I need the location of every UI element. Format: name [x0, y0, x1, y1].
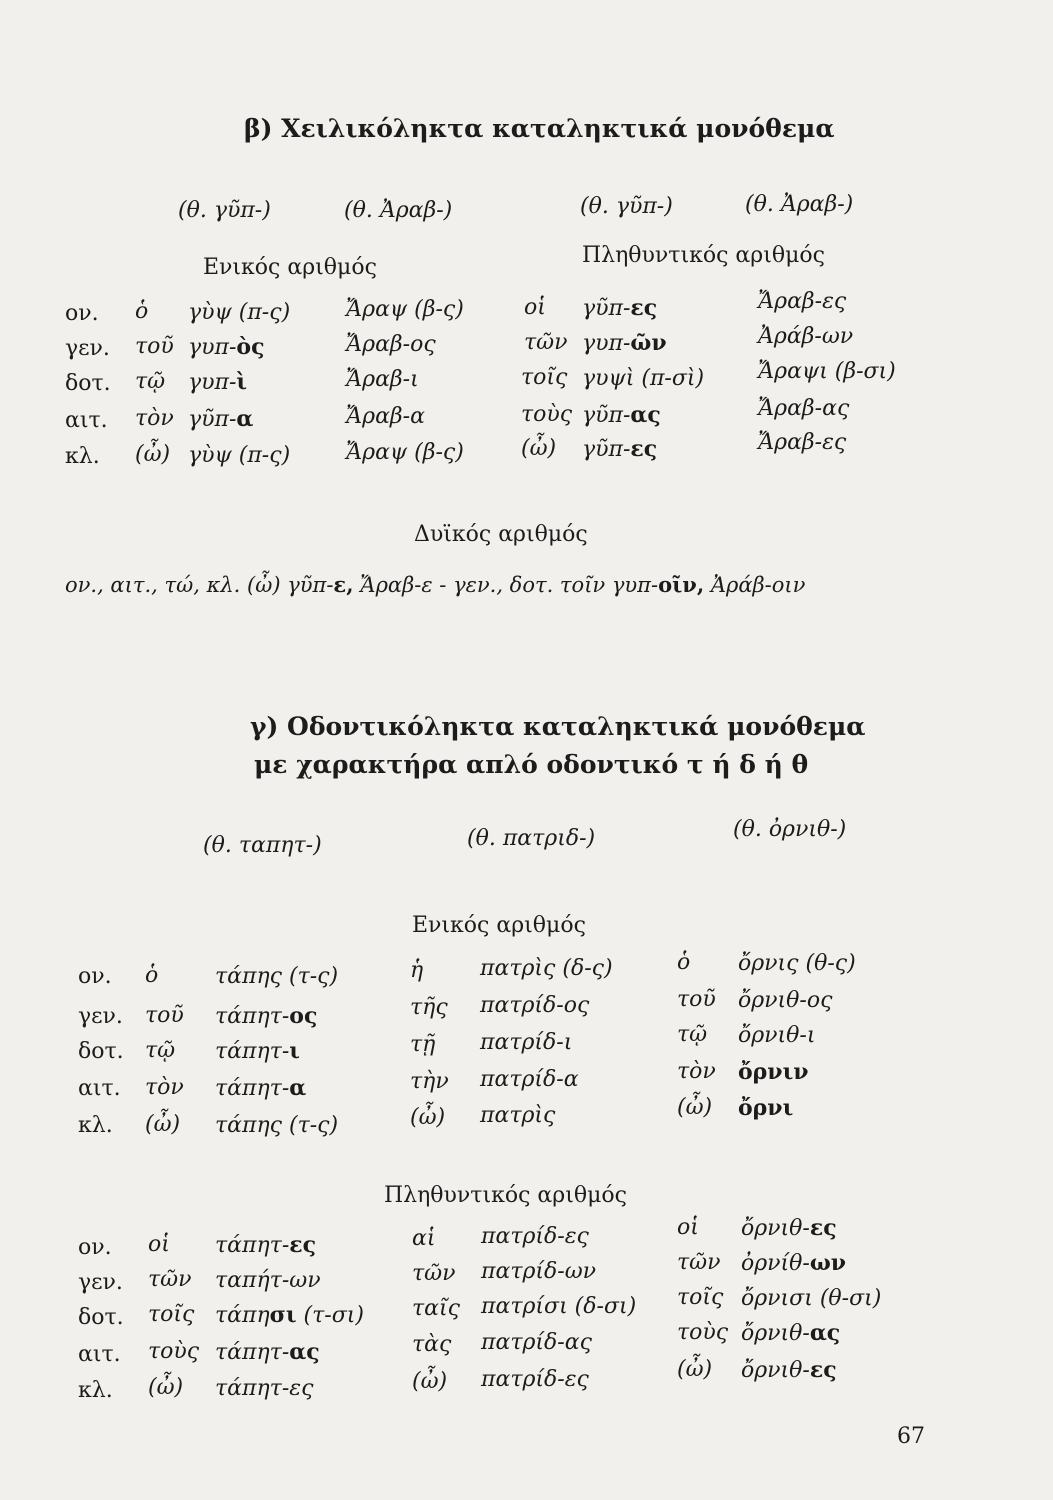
word-gyp: γυπ-ὸς — [188, 334, 265, 360]
case-label: ον. — [78, 964, 112, 989]
word-patrid: πατρὶς — [480, 1103, 556, 1128]
article-1: τὸν — [145, 1075, 184, 1100]
word-tapit: τάπητ-α — [215, 1075, 307, 1101]
word-tapit: τάπης (τ-ς) — [215, 1113, 339, 1138]
word-ornith: ὄρνιθ-ι — [738, 1023, 816, 1048]
article-2: αἱ — [412, 1226, 436, 1251]
article-3: (ὦ) — [677, 1095, 713, 1120]
plural-label-c: Πληθυντικός αριθμός — [384, 1183, 627, 1208]
word-gyp: γὺψ (π-ς) — [188, 300, 291, 325]
case-label: κλ. — [78, 1378, 113, 1403]
page-number: 67 — [897, 1424, 925, 1449]
article: (ὦ) — [135, 442, 171, 467]
plural-word-gyp: γυπ-ῶν — [582, 330, 667, 356]
word-ornith: ὄρνιν — [738, 1059, 809, 1085]
article-2: τὴν — [410, 1069, 449, 1094]
case-label: ον. — [78, 1235, 112, 1260]
word-arab: Ἄραβ-α — [346, 404, 425, 429]
article-1: τῶν — [148, 1267, 192, 1292]
word-patrid: πατρίδ-ων — [481, 1259, 597, 1284]
plural-article: τοῖς — [521, 365, 568, 390]
word-gyp: γὺψ (π-ς) — [188, 443, 291, 468]
word-tapit: τάπης (τ-ς) — [215, 964, 339, 989]
word-arab: Ἄραβ-ος — [346, 332, 436, 357]
word-ornith: ὄρνιθ-ες — [741, 1215, 837, 1241]
plural-article: τοὺς — [521, 402, 573, 427]
word-tapit: τάπητ-ι — [215, 1038, 300, 1064]
article-2: τῶν — [412, 1261, 456, 1286]
article-3: ὁ — [677, 950, 691, 975]
case-label: δοτ. — [78, 1039, 124, 1064]
plural-article: (ὦ) — [521, 436, 557, 461]
case-label: ον. — [65, 301, 99, 326]
word-arab: Ἄραψ (β-ς) — [346, 440, 464, 465]
article-3: τῷ — [677, 1022, 708, 1047]
word-ornith: ὄρνις (θ-ς) — [738, 951, 856, 976]
word-ornith: ὄρνι — [738, 1095, 794, 1121]
plural-word-gyp: γῦπ-ες — [582, 295, 658, 321]
case-label: γεν. — [65, 336, 110, 361]
article-1: (ὦ) — [148, 1375, 184, 1400]
plural-article: τῶν — [524, 330, 568, 355]
theme-ornith: (θ. ὀρνιθ-) — [733, 817, 847, 842]
word-ornith: ὄρνιθ-ος — [738, 988, 833, 1013]
word-patrid: πατρίδ-ες — [481, 1224, 589, 1249]
article-1: τοὺς — [148, 1339, 200, 1364]
article-1: οἱ — [148, 1232, 170, 1257]
dual-line: ον., αιτ., τώ, κλ. (ὦ) γῦπ-ε, Ἄραβ-ε - γεν., δοτ. τοῖν γυπ-οῖν, Ἀράβ-οιν — [65, 572, 806, 597]
word-arab: Ἄραψ (β-ς) — [346, 297, 464, 322]
article-1: τοῦ — [145, 1003, 184, 1028]
word-tapit: τάπητ-ες — [215, 1232, 317, 1258]
word-ornith: ὄρνιθ-ες — [741, 1357, 837, 1383]
word-arab: Ἄραβ-ι — [346, 367, 419, 392]
case-label: γεν. — [78, 1270, 123, 1295]
article: τῷ — [135, 369, 166, 394]
case-label: κλ. — [78, 1113, 113, 1138]
article-3: τὸν — [677, 1059, 716, 1084]
plural-label-b: Πληθυντικός αριθμός — [582, 243, 825, 268]
article-2: τῆς — [410, 995, 448, 1020]
word-ornith: ὄρνισι (θ-σι) — [741, 1286, 882, 1311]
section-c-heading-line1: γ) Οδοντικόληκτα καταληκτικά μονόθεμα — [250, 712, 866, 741]
theme-patrid: (θ. πατριδ-) — [467, 826, 596, 851]
article-2: ταῖς — [412, 1296, 460, 1321]
case-label: κλ. — [65, 444, 100, 469]
case-label: αιτ. — [78, 1076, 121, 1101]
word-tapit: τάπητ-ος — [215, 1003, 318, 1029]
word-tapit: τάπησι (τ-σι) — [215, 1302, 364, 1328]
article-2: τὰς — [412, 1332, 452, 1357]
theme-arab-singular: (θ. Ἀραβ-) — [344, 198, 453, 223]
article-3: οἱ — [677, 1215, 699, 1240]
section-b-heading: β) Χειλικόληκτα καταληκτικά μονόθεμα — [244, 114, 835, 143]
article-2: ἡ — [410, 958, 424, 983]
article-3: τοῖς — [677, 1285, 724, 1310]
article: τὸν — [135, 406, 174, 431]
theme-arab-plural: (θ. Ἀραβ-) — [745, 192, 854, 217]
word-ornith: ὄρνιθ-ας — [741, 1320, 841, 1346]
word-gyp: γῦπ-α — [188, 406, 254, 432]
article-3: τῶν — [677, 1250, 721, 1275]
theme-gyp-plural: (θ. γῦπ-) — [580, 194, 673, 219]
dual-label: Δυϊκός αριθμός — [414, 522, 588, 547]
word-patrid: πατρίδ-α — [480, 1067, 579, 1092]
case-label: γεν. — [78, 1004, 123, 1029]
word-ornith: ὀρνίθ-ων — [741, 1250, 847, 1276]
singular-label-b: Ενικός αριθμός — [203, 255, 377, 280]
word-tapit: ταπήτ-ων — [215, 1268, 321, 1293]
article-1: τοῖς — [148, 1302, 195, 1327]
word-patrid: πατρὶς (δ-ς) — [480, 956, 613, 981]
plural-word-arab: Ἄραψι (β-σι) — [758, 359, 896, 384]
word-patrid: πατρίδ-ες — [481, 1367, 589, 1392]
article: τοῦ — [135, 334, 174, 359]
word-tapit: τάπητ-ες — [215, 1376, 314, 1401]
plural-word-arab: Ἄραβ-ας — [758, 396, 850, 421]
word-patrid: πατρίδ-ας — [481, 1330, 592, 1355]
article-1: ὁ — [145, 963, 159, 988]
case-label: δοτ. — [78, 1305, 124, 1330]
plural-word-gyp: γῦπ-ες — [582, 436, 658, 462]
singular-label-c: Ενικός αριθμός — [412, 913, 586, 938]
theme-gyp-singular: (θ. γῦπ-) — [178, 198, 271, 223]
word-tapit: τάπητ-ας — [215, 1339, 320, 1365]
plural-word-arab: Ἄραβ-ες — [758, 430, 847, 455]
article-3: τοὺς — [677, 1320, 729, 1345]
word-patrid: πατρίσι (δ-σι) — [481, 1294, 637, 1319]
article-3: (ὦ) — [677, 1357, 713, 1382]
case-label: αιτ. — [65, 408, 108, 433]
plural-word-gyp: γῦπ-ας — [582, 402, 661, 428]
article-2: (ὦ) — [410, 1105, 446, 1130]
plural-article: οἱ — [524, 295, 546, 320]
article-2: (ὦ) — [412, 1369, 448, 1394]
word-patrid: πατρίδ-ος — [480, 993, 590, 1018]
plural-word-arab: Ἄραβ-ες — [758, 289, 847, 314]
plural-word-arab: Ἀράβ-ων — [758, 324, 854, 349]
theme-tapit: (θ. ταπητ-) — [203, 833, 322, 858]
article-1: (ὦ) — [145, 1112, 181, 1137]
word-gyp: γυπ-ὶ — [188, 369, 248, 395]
article-1: τῷ — [145, 1038, 176, 1063]
case-label: δοτ. — [65, 371, 111, 396]
case-label: αιτ. — [78, 1342, 121, 1367]
plural-word-gyp: γυψὶ (π-σὶ) — [582, 366, 705, 391]
word-patrid: πατρίδ-ι — [480, 1030, 573, 1055]
article: ὁ — [135, 299, 149, 324]
section-c-heading-line2: με χαρακτήρα απλό οδοντικό τ ή δ ή θ — [254, 750, 809, 779]
article-2: τῇ — [410, 1032, 436, 1057]
article-3: τοῦ — [677, 987, 716, 1012]
